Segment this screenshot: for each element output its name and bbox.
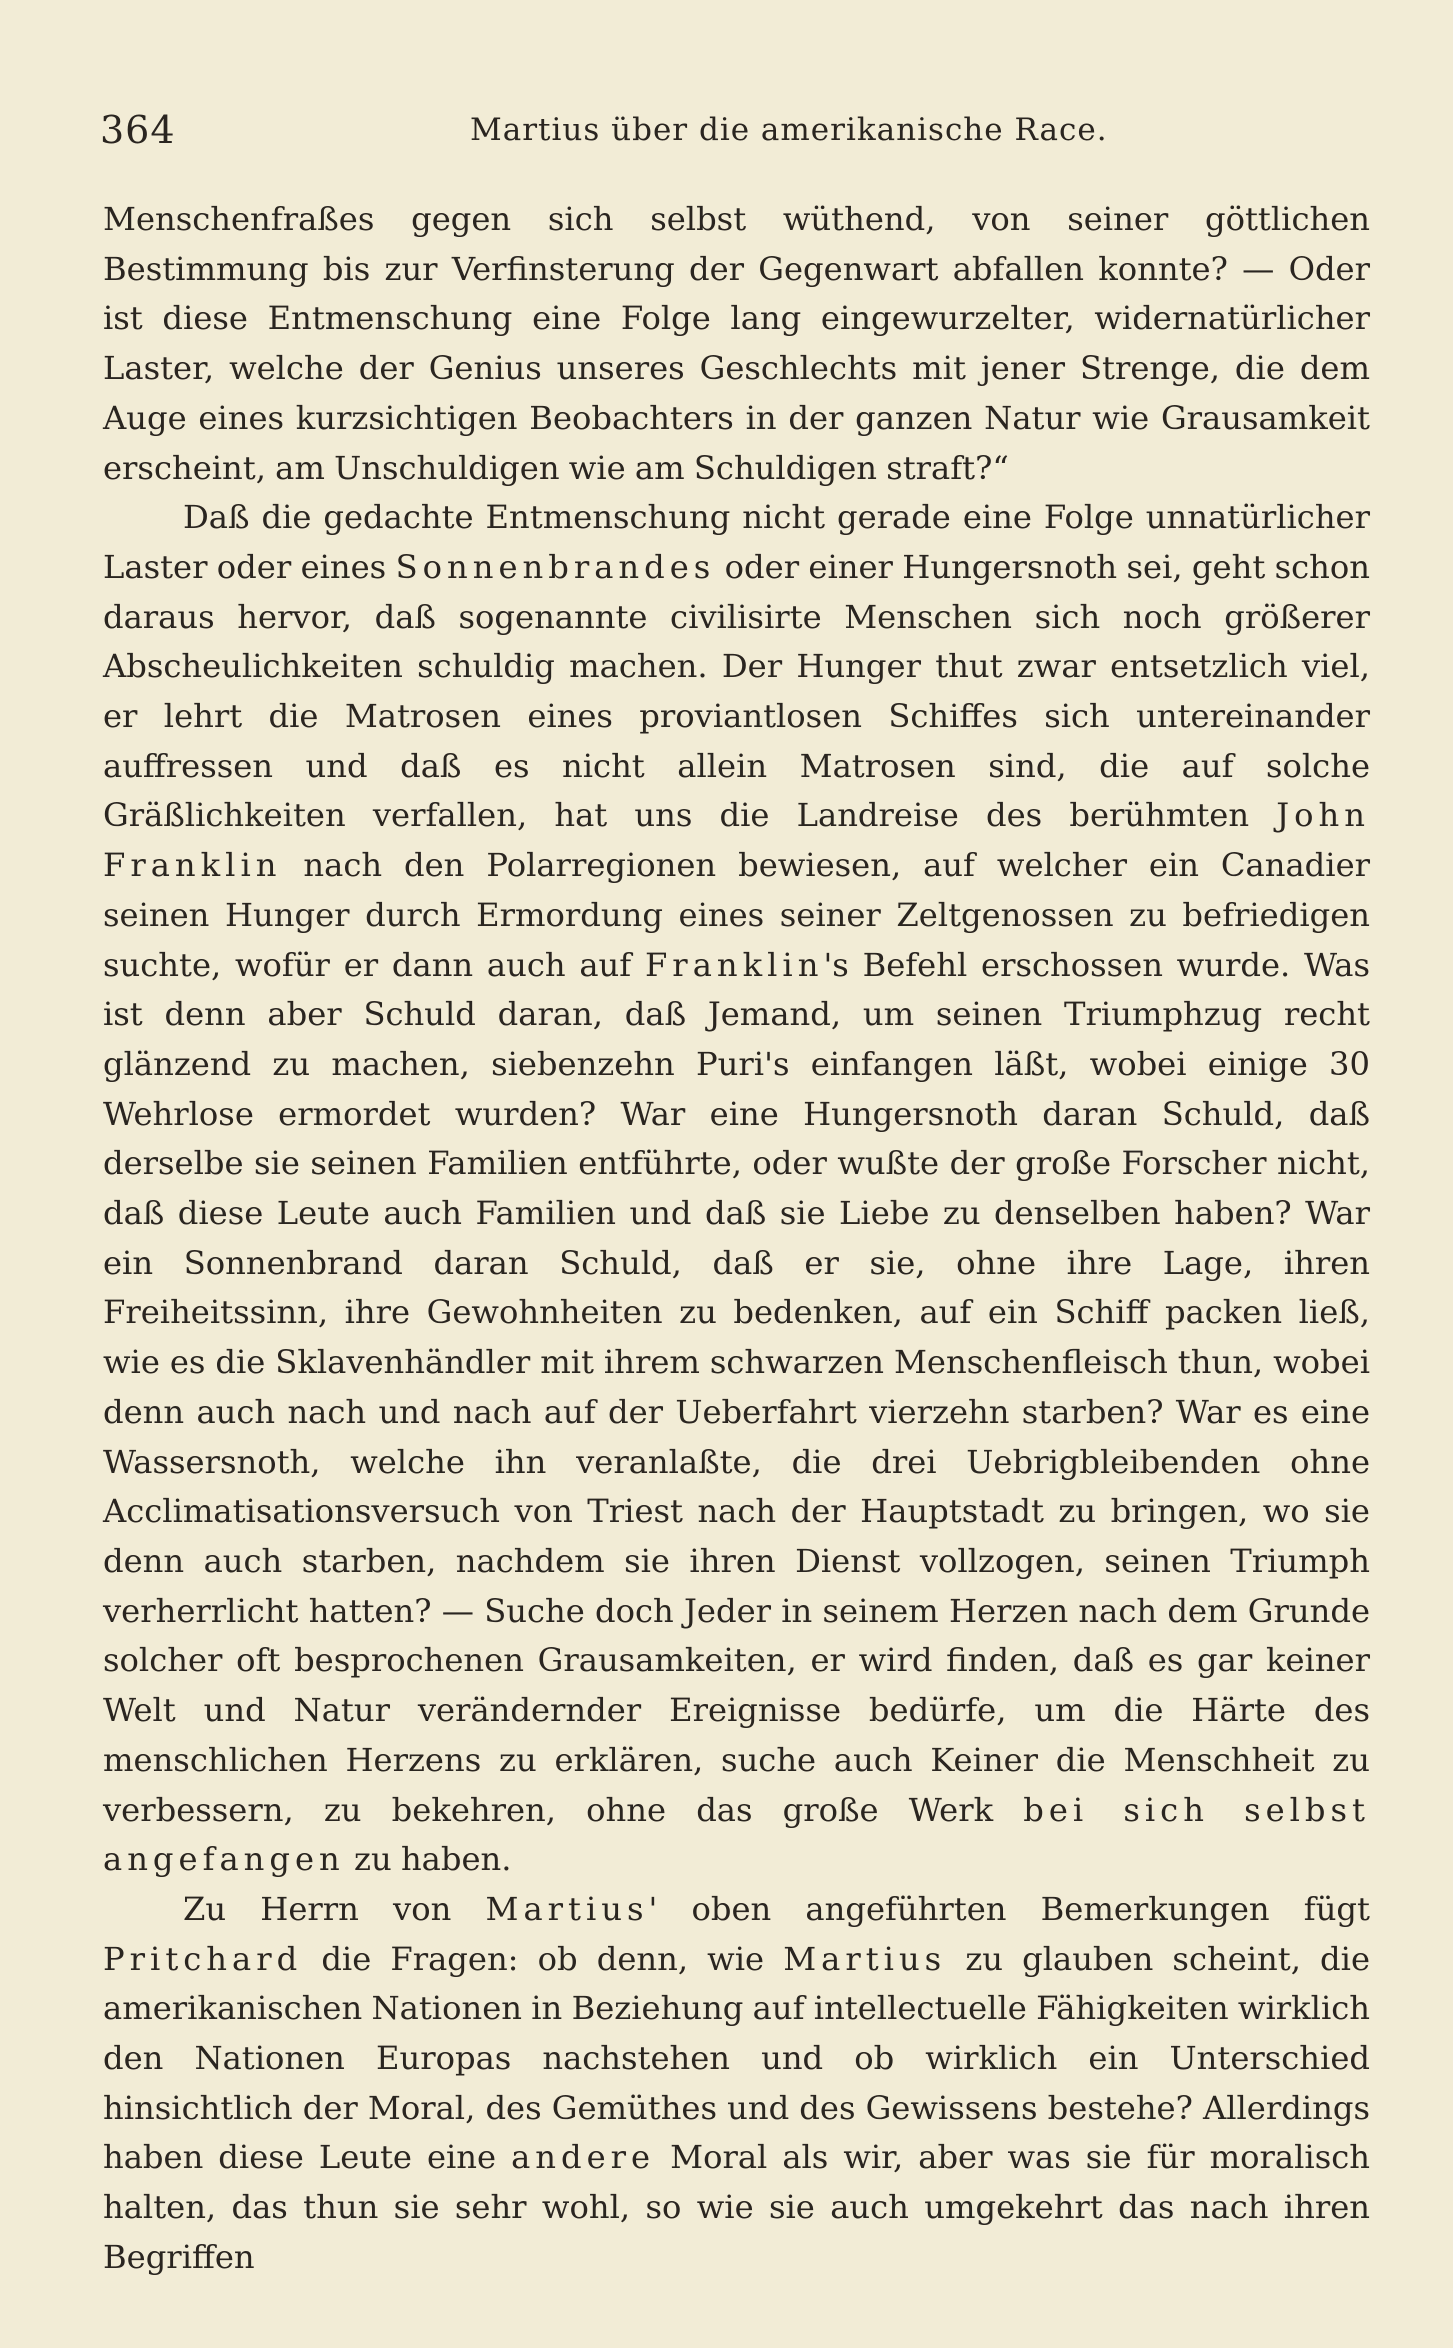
text-run: Menschenfraßes gegen sich selbst wüthend, von seiner göttlichen Bestimmung bis zur Verfinsterung der Gegenwart abfallen konnte? — Oder ist diese Entmenschung eine Folge lang eingewurzelter, widernatürlicher Laster, welche der Genius unseres Geschlechts mit jener Strenge, die dem Auge eines kurzsichtigen Beobachters in der ganzen Natur wie Grausamkeit erscheint, am Unschuldigen wie am Schuldigen straft?“ xyxy=(103,200,1370,487)
text-run: Daß die gedachte Entmenschung nicht gerade eine Folge unnatürlicher Laster oder eines xyxy=(103,498,1370,586)
running-head: Martius über die amerikanische Race. xyxy=(470,112,1108,148)
text-run: zu haben. xyxy=(344,1840,512,1879)
spaced-emphasis: John Franklin xyxy=(103,796,1370,885)
text-run: 's Befehl erschossen wurde. Was ist denn aber Schuld daran, daß Jemand, um seinen Triumphzug recht glänzend zu machen, siebenzehn Puri's einfangen läßt, wobei einige 30 Wehrlose ermordet wurden? War eine Hungersnoth daran Schuld, daß derselbe sie seinen Familien entführte, oder wußte der große Forscher nicht, daß diese Leute auch Familien und daß sie Liebe zu denselben haben? War ein Sonnenbrand daran Schuld, daß er sie, ohne ihre Lage, ihren Freiheitssinn, ihre Gewohnheiten zu bedenken, auf ein Schiff packen ließ, wie es die Sklavenhändler mit ihrem schwarzen Menschenfleisch thun, wobei denn auch nach und nach auf der Ueberfahrt vierzehn starben? War es eine Wassersnoth, welche ihn veranlaßte, die drei Uebrigbleibenden ohne Acclimatisationsversuch von Triest nach der Hauptstadt zu bringen, wo sie denn auch starben, nachdem sie ihren Dienst vollzogen, seinen Triumph verherrlicht hatten? — Suche doch Jeder in seinem Herzen nach dem Grunde solcher oft besprochenen Grausamkeiten, er wird finden, daß es gar keiner Welt und Natur verändernder Ereignisse bedürfe, um die Härte des menschlichen Herzens zu erklären, suche auch Keiner die Menschheit zu verbessern, zu bekehren, ohne das große Werk xyxy=(103,945,1370,1829)
spaced-emphasis: Martius xyxy=(783,1939,947,1978)
text-run: zu glauben scheint, die amerikanischen Nationen in Beziehung auf intellectuelle Fähigkeiten wirklich den Nationen Europas nachstehen und ob wirklich ein Unterschied hinsichtlich der Moral, des Gemüthes und des Gewissens bestehe? Allerdings haben diese Leute eine xyxy=(103,1939,1370,2177)
text-run: oder einer Hungersnoth sei, geht schon daraus hervor, daß sogenannte civilisirte Menschen sich noch größerer Abscheulichkeiten schuldig machen. Der Hunger thut zwar entsetzlich viel, er lehrt die Matrosen eines proviantlosen Schiffes sich untereinander auffressen und daß es nicht allein Matrosen sind, die auf solche Gräßlichkeiten verfallen, hat uns die Landreise des berühmten xyxy=(103,547,1370,835)
text-run: die Fragen: ob denn, wie xyxy=(302,1939,784,1978)
body-text xyxy=(103,195,1370,2283)
text-run: nach den Polarregionen bewiesen, auf welcher ein Canadier seinen Hunger durch Ermordung eines seiner Zeltgenossen zu befriedigen suchte, wofür er dann auch auf xyxy=(103,846,1370,984)
spaced-emphasis: Franklin xyxy=(644,945,824,984)
spaced-emphasis: bei sich selbst angefangen xyxy=(103,1790,1370,1879)
page-header xyxy=(100,108,1370,168)
paragraph-1 xyxy=(103,195,1370,493)
paragraph-2 xyxy=(103,493,1370,1885)
text-run: ' oben angeführten Bemerkungen fügt xyxy=(648,1889,1370,1928)
spaced-emphasis: andere xyxy=(511,2138,656,2177)
spaced-emphasis: Martius xyxy=(485,1889,649,1928)
text-run: Moral als wir, aber was sie für moralisch halten, das thun sie sehr wohl, so wie sie auch umgekehrt das nach ihren Begriffen xyxy=(103,2138,1370,2276)
paragraph-3 xyxy=(103,1885,1370,2283)
page-number: 364 xyxy=(100,108,176,152)
spaced-emphasis: Pritchard xyxy=(103,1939,303,1978)
spaced-emphasis: Sonnenbrandes xyxy=(395,547,716,586)
text-run: Zu Herrn von xyxy=(183,1889,486,1928)
